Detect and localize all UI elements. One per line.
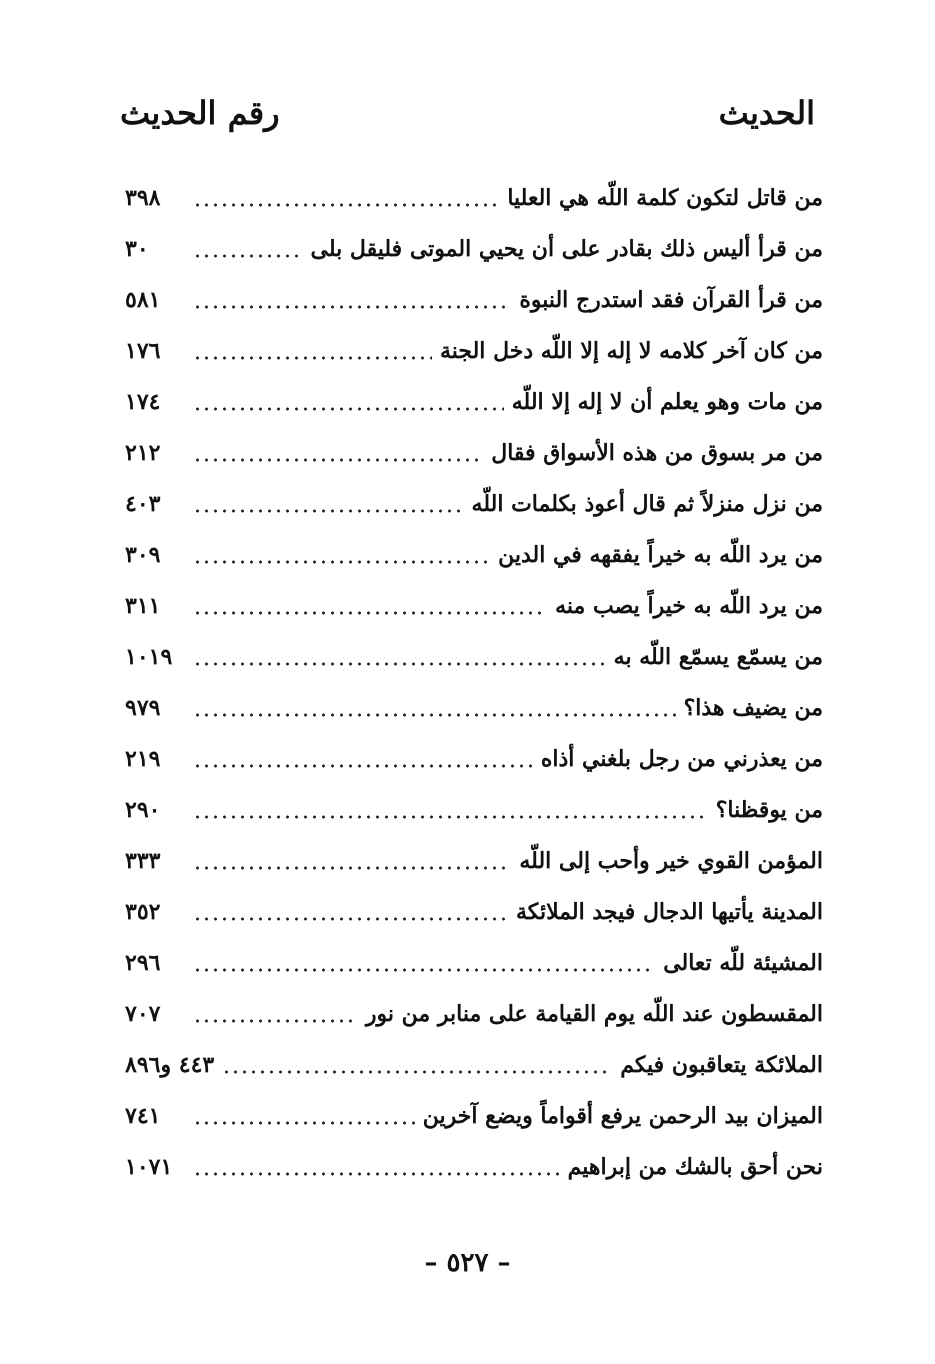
hadith-number: ٢٩٠ xyxy=(125,796,161,823)
hadith-number: ٣٠٩ xyxy=(125,541,161,568)
dot-leader xyxy=(222,1069,612,1075)
hadith-number: ٣٠ xyxy=(125,235,149,262)
dot-leader xyxy=(193,457,483,463)
list-item xyxy=(125,1039,823,1090)
dot-leader xyxy=(193,1120,415,1126)
list-item xyxy=(125,529,823,580)
hadith-number: ٣٣٣ xyxy=(125,847,161,874)
hadith-text: من قرأ أليس ذلك بقادر على أن يحيي الموتى فليقل بلى xyxy=(310,235,823,262)
hadith-text: الميزان بيد الرحمن يرفع أقواماً ويضع آخرين xyxy=(422,1102,823,1129)
dot-leader xyxy=(193,610,547,616)
list-item xyxy=(125,1090,823,1141)
hadith-number: ٩٧٩ xyxy=(125,694,161,721)
hadith-text: من نزل منزلاً ثم قال أعوذ بكلمات اللّه xyxy=(471,490,823,517)
dot-leader xyxy=(193,1171,560,1177)
list-item xyxy=(125,886,823,937)
page-number: – ٥٢٧ – xyxy=(424,1248,511,1278)
hadith-text: من مات وهو يعلم أن لا إله إلا اللّه xyxy=(511,388,823,415)
hadith-number: ٣٥٢ xyxy=(125,898,161,925)
hadith-number: ١٧٦ xyxy=(125,337,161,364)
list-item xyxy=(125,784,823,835)
hadith-text: من يرد اللّه به خيراً يفقهه في الدين xyxy=(498,541,823,568)
list-item xyxy=(125,733,823,784)
hadith-text: من يضيف هذا؟ xyxy=(683,694,823,721)
hadith-number: ٢٩٦ xyxy=(125,949,161,976)
list-item xyxy=(125,937,823,988)
hadith-text: الملائكة يتعاقبون فيكم xyxy=(620,1051,823,1078)
list-item xyxy=(125,427,823,478)
dot-leader xyxy=(193,304,511,310)
hadith-number: ٤٠٣ xyxy=(125,490,161,517)
hadith-text: نحن أحق بالشك من إبراهيم xyxy=(567,1153,823,1180)
hadith-text: من قاتل لتكون كلمة اللّه هي العليا xyxy=(507,184,823,211)
dot-leader xyxy=(193,559,490,565)
hadith-number: ٢١٩ xyxy=(125,745,161,772)
dot-leader xyxy=(193,253,303,259)
hadith-index-list xyxy=(125,172,823,1192)
dot-leader xyxy=(193,865,511,871)
list-item xyxy=(125,223,823,274)
list-item xyxy=(125,325,823,376)
hadith-number-column-title: رقم الحديث xyxy=(120,94,280,132)
hadith-text: من كان آخر كلامه لا إله إلا اللّه دخل الجنة xyxy=(439,337,823,364)
column-header xyxy=(120,88,815,138)
hadith-number: ٤٤٣ و٨٩٦ xyxy=(125,1051,215,1078)
dot-leader xyxy=(193,1018,358,1024)
list-item xyxy=(125,274,823,325)
list-item xyxy=(125,631,823,682)
dot-leader xyxy=(193,661,606,667)
hadith-text: المؤمن القوي خير وأحب إلى اللّه xyxy=(519,847,823,874)
hadith-number: ٢١٢ xyxy=(125,439,161,466)
dot-leader xyxy=(193,814,708,820)
dot-leader xyxy=(193,967,655,973)
list-item xyxy=(125,580,823,631)
dot-leader xyxy=(193,508,464,514)
dot-leader xyxy=(193,916,508,922)
list-item xyxy=(125,835,823,886)
hadith-text: المدينة يأتيها الدجال فيجد الملائكة xyxy=(516,898,823,925)
hadith-number: ٥٨١ xyxy=(125,286,161,313)
hadith-text: من يوقظنا؟ xyxy=(715,796,823,823)
dot-leader xyxy=(193,406,504,412)
list-item xyxy=(125,682,823,733)
hadith-text: المشيئة للّه تعالى xyxy=(663,949,823,976)
dot-leader xyxy=(193,355,432,361)
hadith-text: من قرأ القرآن فقد استدرج النبوة xyxy=(519,286,823,313)
list-item xyxy=(125,172,823,223)
list-item xyxy=(125,1141,823,1192)
hadith-text: من يرد اللّه به خيراً يصب منه xyxy=(555,592,823,619)
hadith-column-title: الحديث xyxy=(718,94,815,132)
hadith-number: ٣٩٨ xyxy=(125,184,161,211)
dot-leader xyxy=(193,202,499,208)
list-item xyxy=(125,988,823,1039)
hadith-number: ١٠١٩ xyxy=(125,643,173,670)
dot-leader xyxy=(193,763,533,769)
hadith-text: من مر بسوق من هذه الأسواق فقال xyxy=(491,439,823,466)
hadith-number: ١٠٧١ xyxy=(125,1153,173,1180)
hadith-number: ٧٠٧ xyxy=(125,1000,161,1027)
dot-leader xyxy=(193,712,676,718)
list-item xyxy=(125,376,823,427)
hadith-text: المقسطون عند اللّه يوم القيامة على منابر من نور xyxy=(365,1000,823,1027)
list-item xyxy=(125,478,823,529)
hadith-number: ١٧٤ xyxy=(125,388,161,415)
hadith-number: ٣١١ xyxy=(125,592,161,619)
hadith-text: من يعذرني من رجل بلغني أذاه xyxy=(540,745,823,772)
hadith-number: ٧٤١ xyxy=(125,1102,161,1129)
hadith-text: من يسمّع يسمّع اللّه به xyxy=(613,643,823,670)
